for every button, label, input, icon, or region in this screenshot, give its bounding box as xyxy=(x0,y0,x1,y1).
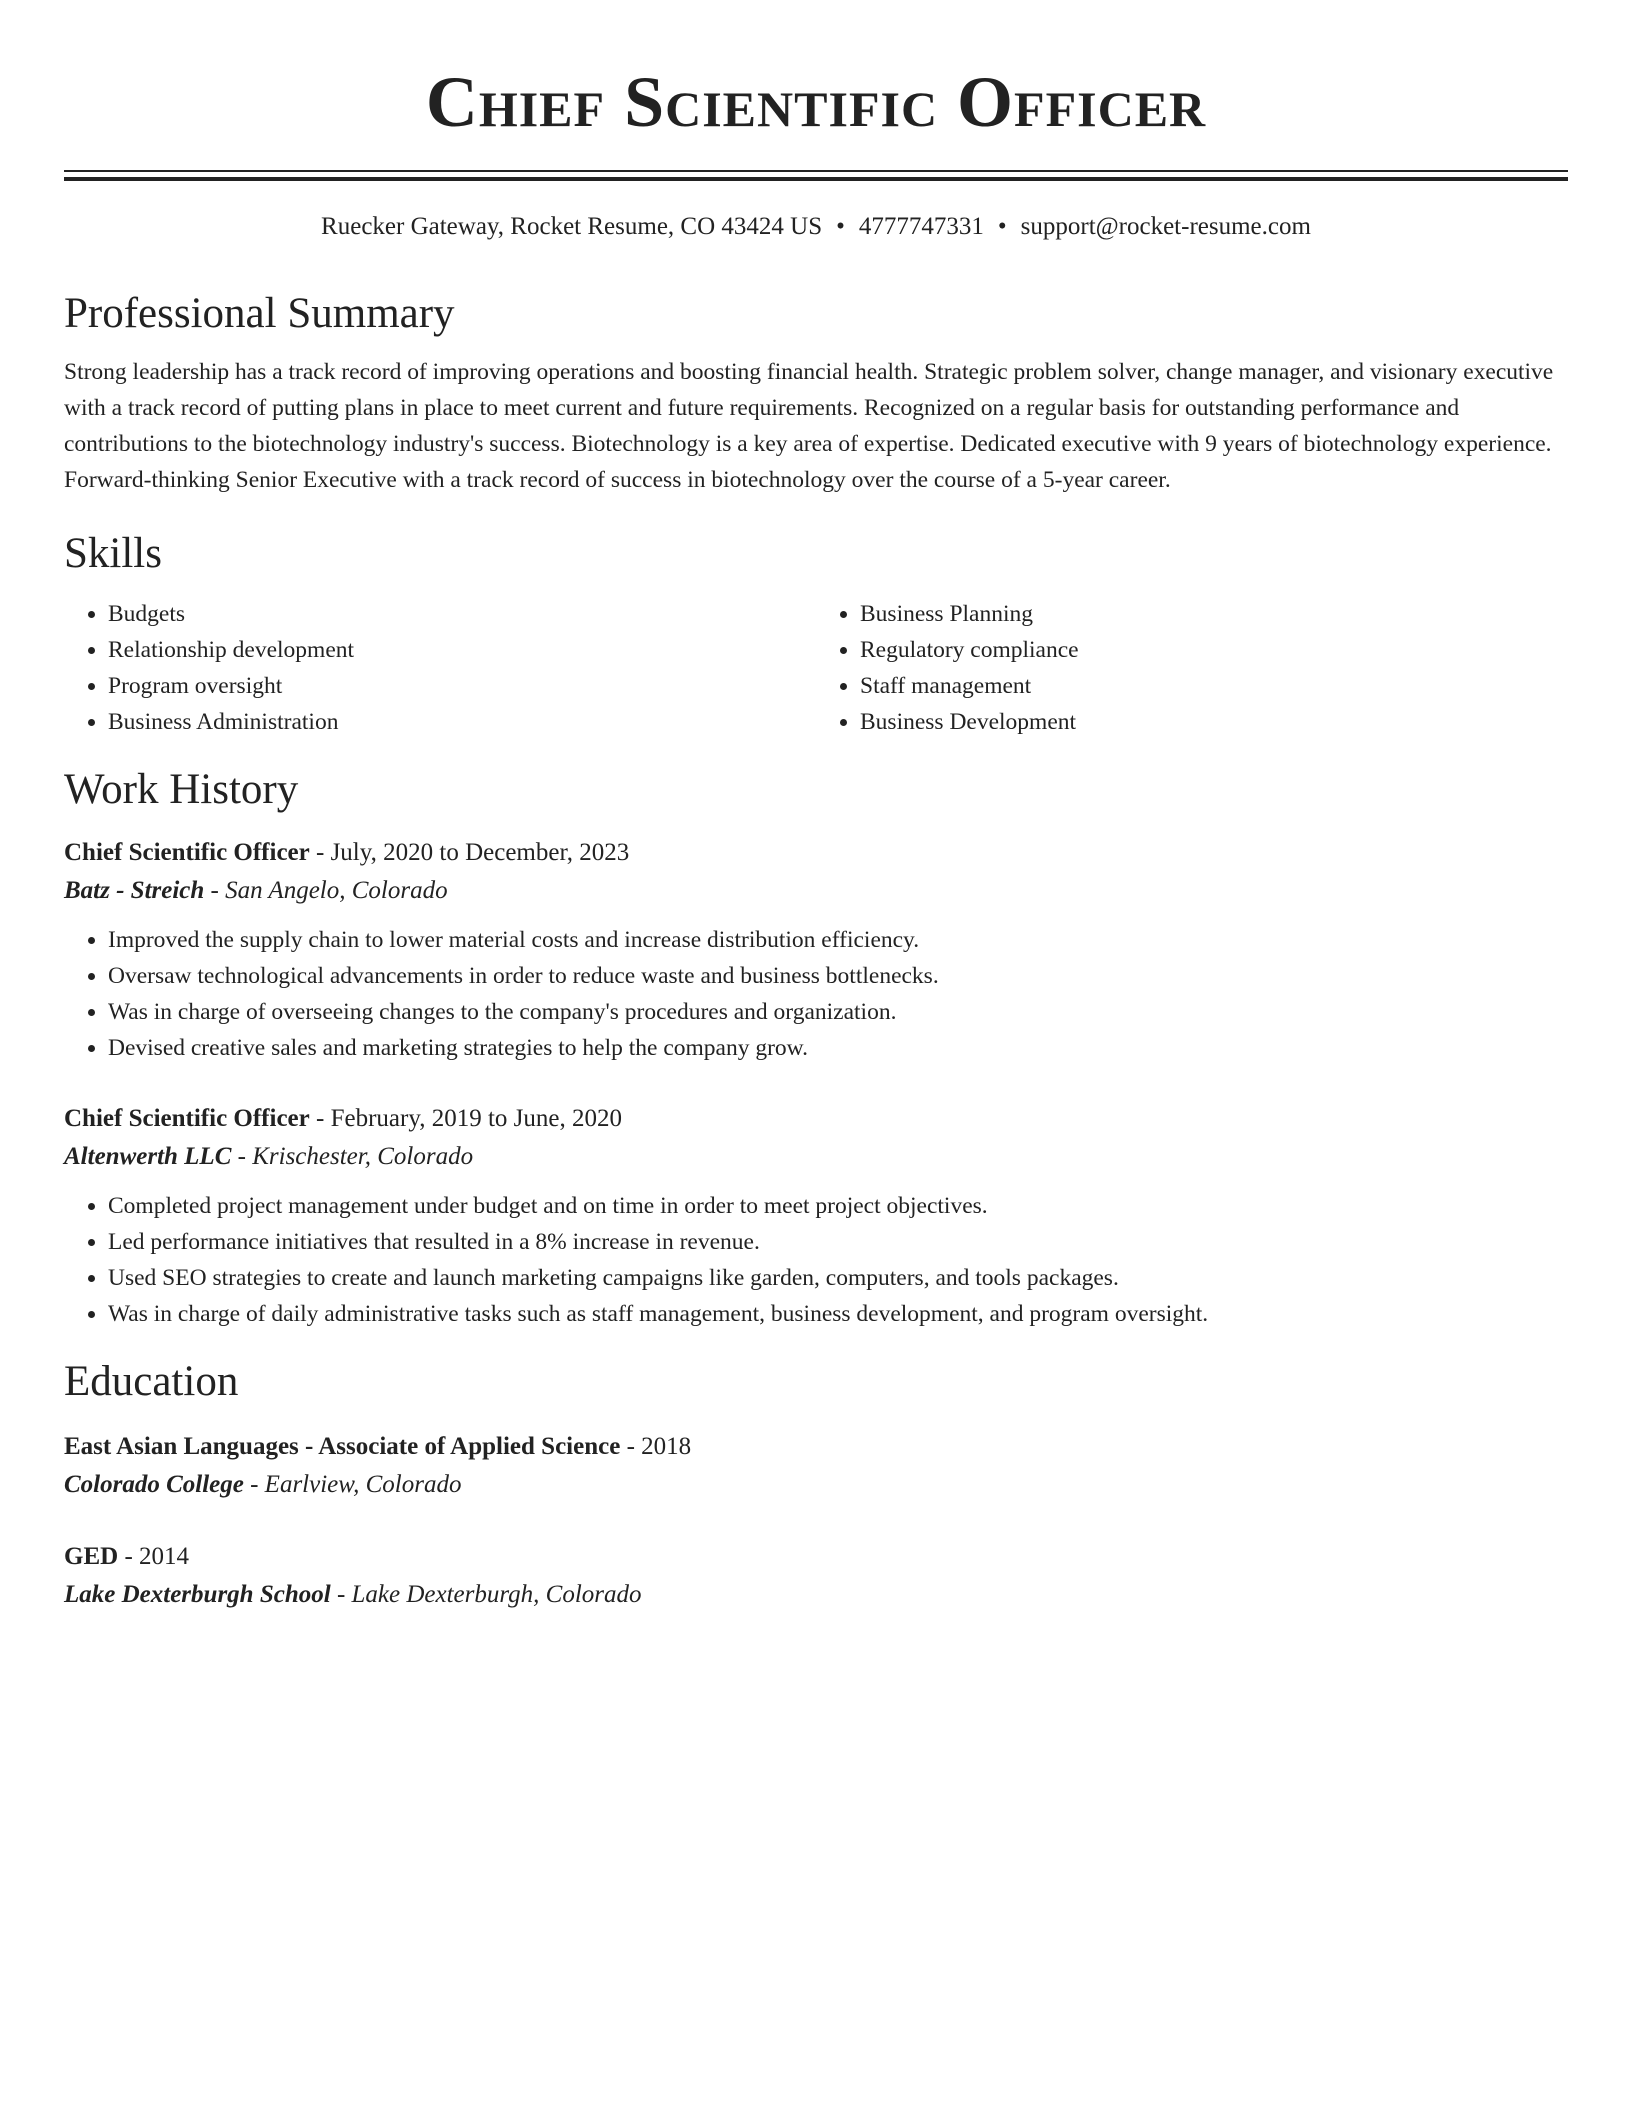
job-bullet: • Was in charge of overseeing changes to the company's procedures and organization. xyxy=(108,994,1568,1030)
job-bullet: • Was in charge of daily administrative tasks such as staff management, business development, and program oversight. xyxy=(108,1296,1568,1332)
skill-item: • Business Planning xyxy=(860,596,1568,632)
job-title: Chief Scientific Officer xyxy=(64,839,310,866)
education-institution xyxy=(64,1466,1568,1504)
skill-item: • Relationship development xyxy=(108,632,816,668)
skill-item: • Program oversight xyxy=(108,668,816,704)
skill-item: • Business Development xyxy=(860,704,1568,740)
education-school: Colorado College xyxy=(64,1471,244,1498)
education-header xyxy=(64,1538,1568,1576)
job-bullet: • Oversaw technological advancements in order to reduce waste and business bottlenecks. xyxy=(108,958,1568,994)
education-location: - Lake Dexterburgh, Colorado xyxy=(330,1581,642,1608)
job-company: Altenwerth LLC xyxy=(64,1143,232,1170)
job-bullet: • Devised creative sales and marketing strategies to help the company grow. xyxy=(108,1030,1568,1066)
education-year: - 2014 xyxy=(118,1543,190,1570)
job-bullets xyxy=(64,1188,1568,1332)
contact-address: Ruecker Gateway, Rocket Resume, CO 43424 US xyxy=(321,213,823,240)
summary-text: Strong leadership has a track record of improving operations and boosting financial health. Strategic problem solver, change manager, and visionary executive with a track record of putting plans in place to meet current and future requirements. Recognized on a regular basis for outstanding performance and contributions to the biotechnology industry's success. Biotechnology is a key area of expertise. Dedicated executive with 9 years of biotechnology experience. Forward-thinking Senior Executive with a track record of success in biotechnology over the course of a 5-year career. xyxy=(64,359,1554,493)
summary-heading: Professional Summary xyxy=(64,290,455,337)
job-header xyxy=(64,1100,1568,1138)
job-employer xyxy=(64,872,1568,910)
skills-list-left xyxy=(64,596,816,740)
job-title: Chief Scientific Officer xyxy=(64,1105,310,1132)
skill-item: • Staff management xyxy=(860,668,1568,704)
skill-item: • Regulatory compliance xyxy=(860,632,1568,668)
education-location: - Earlview, Colorado xyxy=(243,1471,462,1498)
contact-email: support@rocket-resume.com xyxy=(1020,213,1311,240)
job-dates: - July, 2020 to December, 2023 xyxy=(309,839,630,866)
skills-list-right xyxy=(816,596,1568,740)
education-year: - 2018 xyxy=(620,1433,692,1460)
job-header xyxy=(64,834,1568,872)
education-header xyxy=(64,1428,1568,1466)
job-bullets xyxy=(64,922,1568,1066)
education-degree: GED xyxy=(64,1543,119,1570)
education-entry xyxy=(64,1538,1568,1614)
job-employer xyxy=(64,1138,1568,1176)
work-history-heading: Work History xyxy=(64,766,299,813)
job-dates: - February, 2019 to June, 2020 xyxy=(309,1105,622,1132)
job-bullet: • Improved the supply chain to lower material costs and increase distribution efficiency. xyxy=(108,922,1568,958)
education-school: Lake Dexterburgh School xyxy=(64,1581,331,1608)
job-entry xyxy=(64,1100,1568,1332)
header-double-rule xyxy=(64,170,1568,181)
job-company: Batz - Streich xyxy=(64,877,205,904)
skills-grid xyxy=(64,596,1568,740)
education-heading: Education xyxy=(64,1358,239,1405)
contact-separator: • xyxy=(997,213,1007,240)
resume-name: Chief Scientific Officer xyxy=(425,62,1207,142)
job-bullet: • Led performance initiatives that resulted in a 8% increase in revenue. xyxy=(108,1224,1568,1260)
job-location: - San Angelo, Colorado xyxy=(204,877,448,904)
job-location: - Krischester, Colorado xyxy=(231,1143,474,1170)
job-bullet: • Completed project management under budget and on time in order to meet project objectives. xyxy=(108,1188,1568,1224)
contact-phone: 4777747331 xyxy=(858,213,984,240)
education-entry xyxy=(64,1428,1568,1504)
education-degree: East Asian Languages - Associate of Applied Science xyxy=(64,1433,621,1460)
education-institution xyxy=(64,1576,1568,1614)
contact-separator: • xyxy=(836,213,845,240)
skill-item: • Budgets xyxy=(108,596,816,632)
skills-heading: Skills xyxy=(64,530,162,577)
skill-item: • Business Administration xyxy=(108,704,816,740)
job-entry xyxy=(64,834,1568,1066)
contact-line xyxy=(64,210,1568,244)
job-bullet: • Used SEO strategies to create and launch marketing campaigns like garden, computers, and tools packages. xyxy=(108,1260,1568,1296)
